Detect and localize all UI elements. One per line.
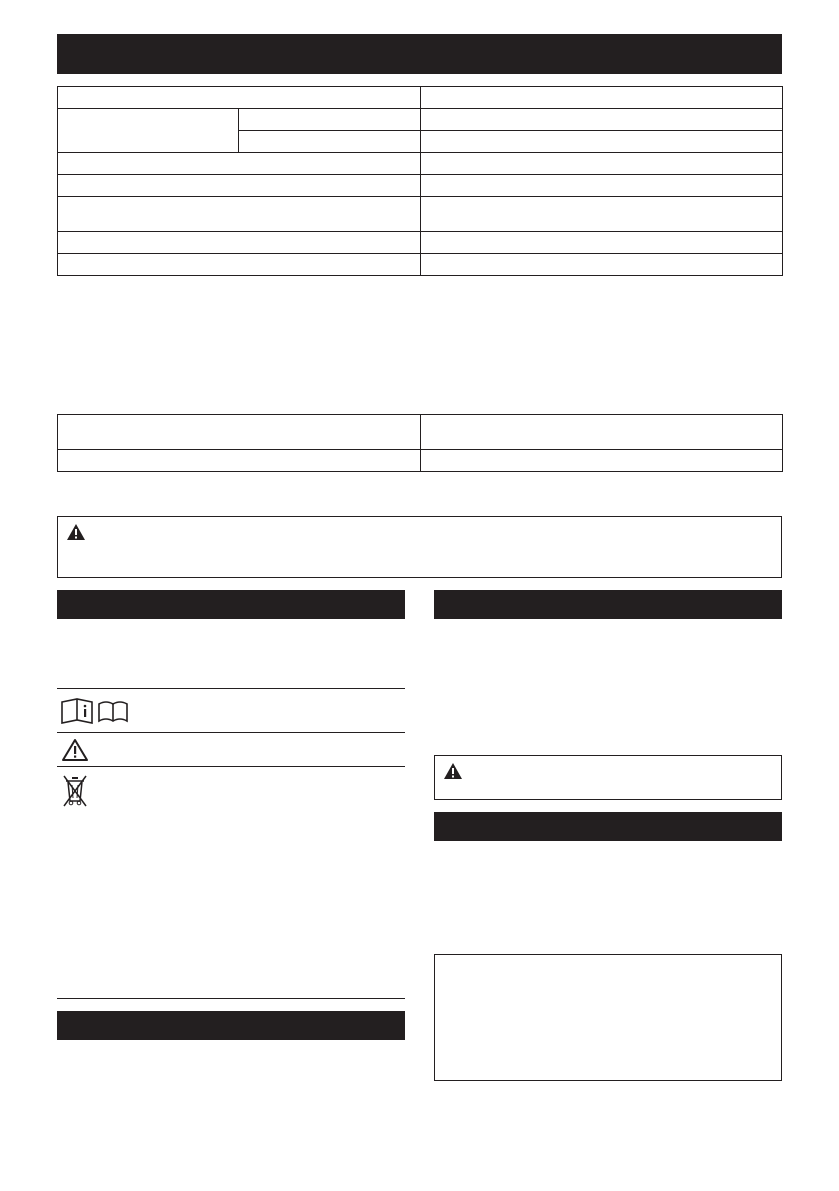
table-row bbox=[58, 109, 783, 131]
table-row bbox=[58, 197, 783, 232]
spec-sub-label bbox=[239, 109, 421, 131]
specifications-table bbox=[57, 86, 783, 276]
right-note-box bbox=[434, 954, 782, 1081]
header-bar bbox=[57, 34, 782, 74]
crossed-bin-icon bbox=[62, 774, 88, 808]
table-label bbox=[58, 450, 421, 472]
spec-value bbox=[421, 153, 783, 175]
right-section2-bar bbox=[434, 812, 782, 841]
spec-value bbox=[421, 254, 783, 276]
read-manual-icon bbox=[60, 697, 130, 725]
spec-sub-label bbox=[239, 131, 421, 153]
table-value bbox=[421, 450, 783, 472]
table-label bbox=[58, 415, 421, 450]
spec-label bbox=[58, 254, 421, 276]
table-row bbox=[58, 254, 783, 276]
divider bbox=[57, 998, 405, 999]
spec-label bbox=[58, 197, 421, 232]
divider bbox=[57, 732, 405, 733]
spec-label bbox=[58, 87, 421, 109]
left-section1-bar bbox=[57, 590, 405, 619]
table-row bbox=[58, 415, 783, 450]
right-section1-bar bbox=[434, 590, 782, 619]
spec-label bbox=[58, 109, 239, 153]
table-row bbox=[58, 175, 783, 197]
spec-value bbox=[421, 109, 783, 131]
table-row bbox=[58, 153, 783, 175]
left-section2-bar bbox=[57, 1011, 405, 1040]
second-table bbox=[57, 414, 783, 472]
spec-value bbox=[421, 87, 783, 109]
spec-label bbox=[58, 232, 421, 254]
caution-triangle-icon bbox=[61, 738, 89, 762]
right-warning-box bbox=[434, 755, 782, 800]
spec-label bbox=[58, 153, 421, 175]
spec-value bbox=[421, 175, 783, 197]
spec-value bbox=[421, 131, 783, 153]
table-row bbox=[58, 232, 783, 254]
divider bbox=[57, 688, 405, 689]
table-row bbox=[58, 450, 783, 472]
warning-box bbox=[57, 516, 782, 578]
table-value bbox=[421, 415, 783, 450]
spec-label bbox=[58, 175, 421, 197]
spec-value bbox=[421, 197, 783, 232]
divider bbox=[57, 766, 405, 767]
spec-value bbox=[421, 232, 783, 254]
warning-triangle-icon bbox=[443, 762, 463, 780]
warning-triangle-icon bbox=[66, 523, 86, 541]
table-row bbox=[58, 87, 783, 109]
